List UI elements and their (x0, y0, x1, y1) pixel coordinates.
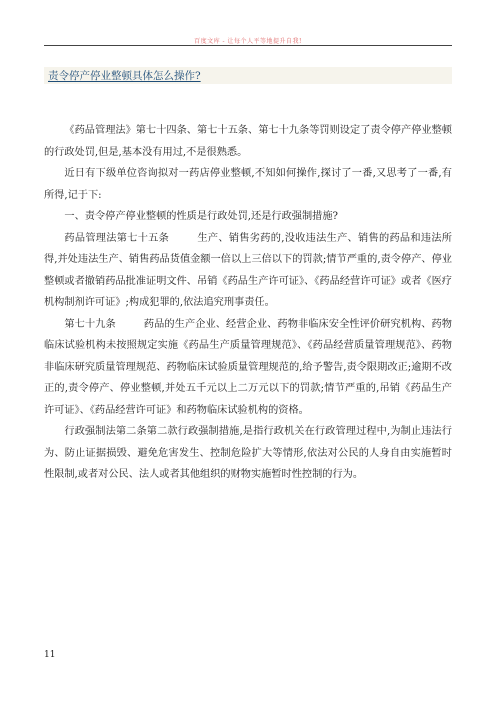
paragraph-3: 一、责令停产停业整顿的性质是行政处罚,还是行政强制措施? (64, 211, 338, 222)
page-number: 11 (44, 650, 56, 660)
document-title: 责令停产停业整顿具体怎么操作? (48, 70, 201, 82)
paragraph-1: 《药品管理法》第七十四条、第七十五条、第七十九条等罚则设定了责令停产停业整顿的行政处罚,但是,基本没有用过,不是很熟悉。 (44, 125, 452, 158)
article-79-lead: 第七十九条 (64, 318, 116, 330)
article-79-paragraph (44, 314, 452, 422)
paragraph-closing: 行政强制法第二条第二款行政强制措施,是指行政机关在行政管理过程中,为制止违法行为、防止证据损毁、避免危害发生、控制危险扩大等情形,依法对公民的人身自由实施暂时性限制,或者对公民、法人或者其他组织的财物实施暂时性控制的行为。 (44, 426, 452, 480)
paragraph-2: 近日有下级单位咨询拟对一药店停业整顿,不知如何操作,探讨了一番,又思考了一番,有所得,记于下: (44, 168, 452, 201)
article-79-text: 药品的生产企业、经营企业、药物非临床安全性评价研究机构、药物临床试验机构未按照规定实施《药品生产质量管理规范》、《药品经营质量管理规范》、药物非临床研究质量管理规范、药物临床试验质量管理规范的,给予警告,责令限期改正;逾期不改正的,责令停产、停业整顿,并处五千元以上二万元以下的罚款;情节严重的,吊销《药品生产许可证》、《药品经营许可证》和药物临床试验机构的资格。 (44, 318, 452, 416)
document-body (44, 120, 452, 486)
page-header: 百度文库 - 让每个人平等地提升自我! (194, 38, 302, 45)
header-divider (44, 45, 452, 46)
article-75-lead: 药品管理法第七十五条 (64, 232, 170, 244)
article-75-paragraph (44, 228, 452, 314)
article-75-text: 生产、销售劣药的,没收违法生产、销售的药品和违法所得,并处违法生产、销售药品货值金额一倍以上三倍以下的罚款;情节严重的,责令停产、停业整顿或者撤销药品批准证明文件、吊销《药品生产许可证》、《药品经营许可证》或者《医疗机构制剂许可证》;构成犯罪的,依法追究刑事责任。 (44, 232, 452, 308)
